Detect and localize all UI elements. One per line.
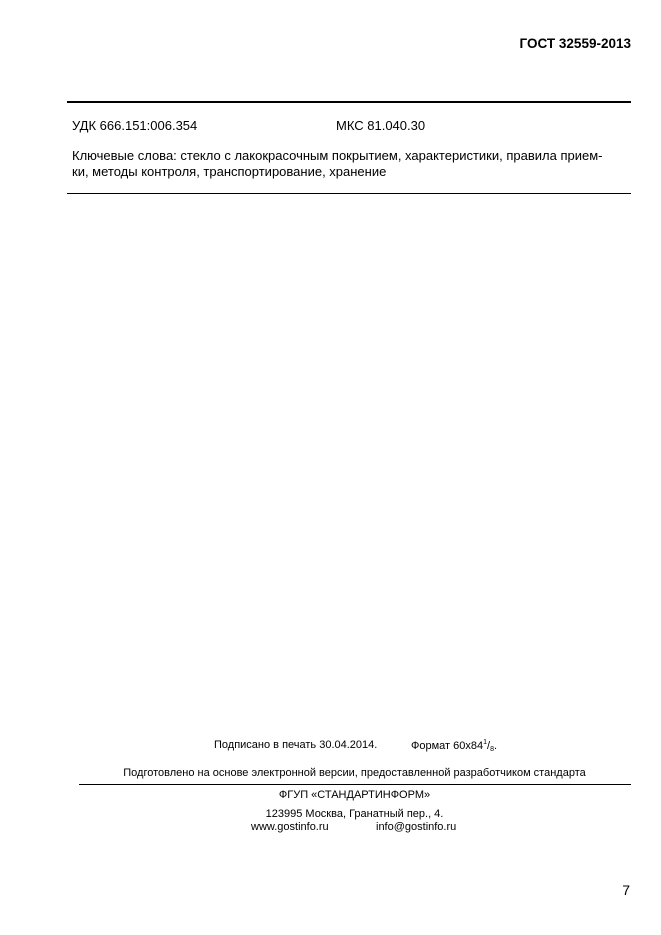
signed-date: Подписано в печать 30.04.2014. <box>214 739 378 751</box>
page-number: 7 <box>622 882 630 898</box>
email-link[interactable]: info@gostinfo.ru <box>376 821 457 833</box>
header-divider <box>67 101 631 103</box>
publisher-name: ФГУП «СТАНДАРТИНФОРМ» <box>278 789 431 801</box>
keywords-line-2: ки, методы контроля, транспортирование, хранение <box>72 164 387 179</box>
prepared-note: Подготовлено на основе электронной версии, предоставленной разработчиком стандарта <box>123 767 586 779</box>
format-numerator: 1 <box>483 739 488 746</box>
format-denominator: 8 <box>490 746 494 753</box>
website-link[interactable]: www.gostinfo.ru <box>251 821 329 833</box>
publisher-address: 123995 Москва, Гранатный пер., 4. <box>265 808 444 820</box>
imprint-divider <box>79 784 631 785</box>
udk-code: УДК 666.151:006.354 <box>72 118 198 133</box>
mks-code: МКС 81.040.30 <box>336 118 426 133</box>
keywords-block <box>72 148 628 180</box>
keywords-divider <box>67 193 631 194</box>
standard-code: ГОСТ 32559-2013 <box>519 36 631 51</box>
paper-format: Формат $60х84^1/_8$. <box>411 739 498 753</box>
format-prefix: Формат 60х84 <box>411 740 484 752</box>
format-suffix: . <box>493 740 498 752</box>
keywords-line-1: Ключевые слова: стекло с лакокрасочным покрытием, характеристики, правила прием- <box>72 148 603 163</box>
